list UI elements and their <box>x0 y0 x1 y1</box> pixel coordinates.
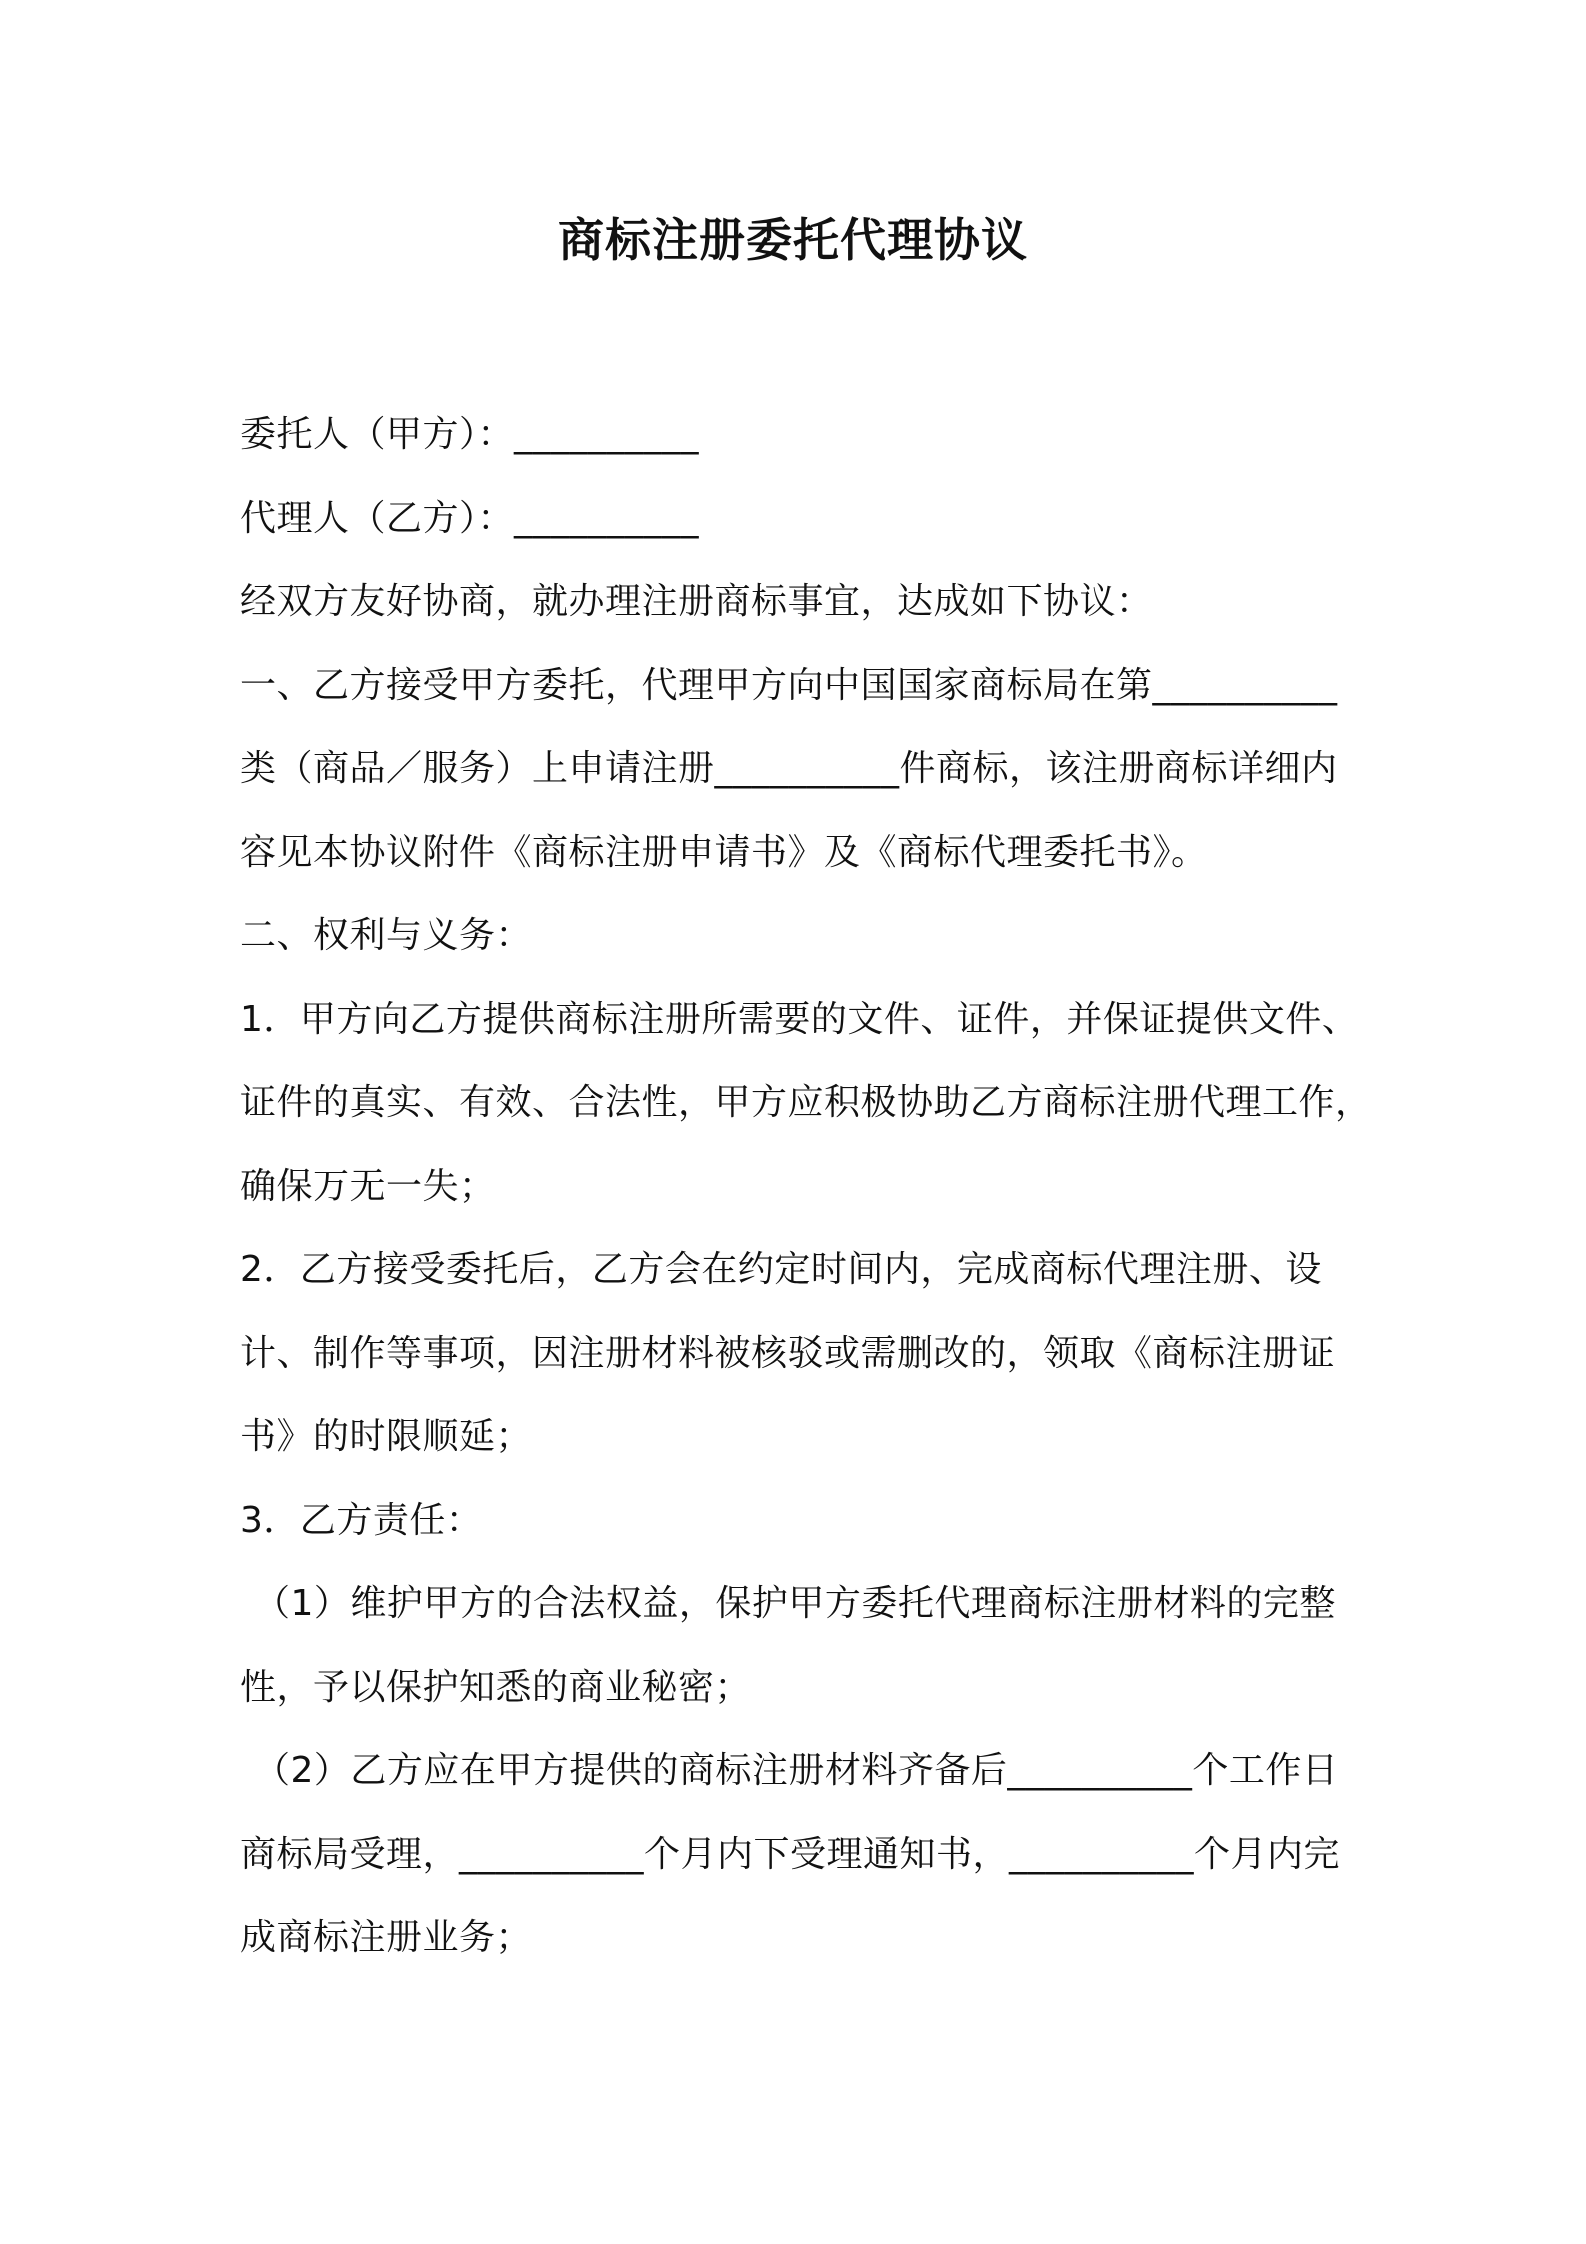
item-2-line-1: 2．乙方接受委托后，乙方会在约定时间内，完成商标代理注册、设 <box>240 1249 1322 1290</box>
section-2-heading: 二、权利与义务： <box>240 915 533 956</box>
item-3-1-line-1: （1）维护甲方的合法权益，保护甲方委托代理商标注册材料的完整 <box>254 1583 1336 1624</box>
clause-1-line-1: 一、乙方接受甲方委托，代理甲方向中国国家商标局在第__________ <box>240 664 1338 706</box>
item-1-line-1: 1．甲方向乙方提供商标注册所需要的文件、证件，并保证提供文件、 <box>240 998 1359 1040</box>
item-1-line-3: 确保万无一失； <box>240 1165 496 1207</box>
client-party-line: 委托人（甲方）：__________ <box>240 414 700 455</box>
item-2-line-3: 书》的时限顺延； <box>240 1416 533 1457</box>
item-3-heading: 3．乙方责任： <box>240 1499 483 1541</box>
document-body <box>240 405 1372 1992</box>
item-3-2-line-1: （2）乙方应在甲方提供的商标注册材料齐备后__________个工作日 <box>254 1750 1339 1791</box>
item-1-line-2: 证件的真实、有效、合法性，甲方应积极协助乙方商标注册代理工作， <box>240 1082 1372 1123</box>
item-2-line-2: 计、制作等事项，因注册材料被核驳或需删改的，领取《商标注册证 <box>240 1332 1336 1374</box>
item-3-2-line-3: 成商标注册业务； <box>240 1917 533 1958</box>
clause-1-line-2: 类（商品／服务）上申请注册__________件商标，该注册商标详细内 <box>240 748 1338 789</box>
item-3-2-line-2: 商标局受理，__________个月内下受理通知书，__________个月内完 <box>240 1833 1341 1875</box>
agent-party-line: 代理人（乙方）：__________ <box>240 497 700 539</box>
item-3-1-line-2: 性，予以保护知悉的商业秘密； <box>240 1666 752 1708</box>
preamble-line: 经双方友好协商，就办理注册商标事宜，达成如下协议： <box>240 581 1153 622</box>
clause-1-line-3: 容见本协议附件《商标注册申请书》及《商标代理委托书》。 <box>240 831 1208 873</box>
document-title: 商标注册委托代理协议 <box>558 213 1028 267</box>
